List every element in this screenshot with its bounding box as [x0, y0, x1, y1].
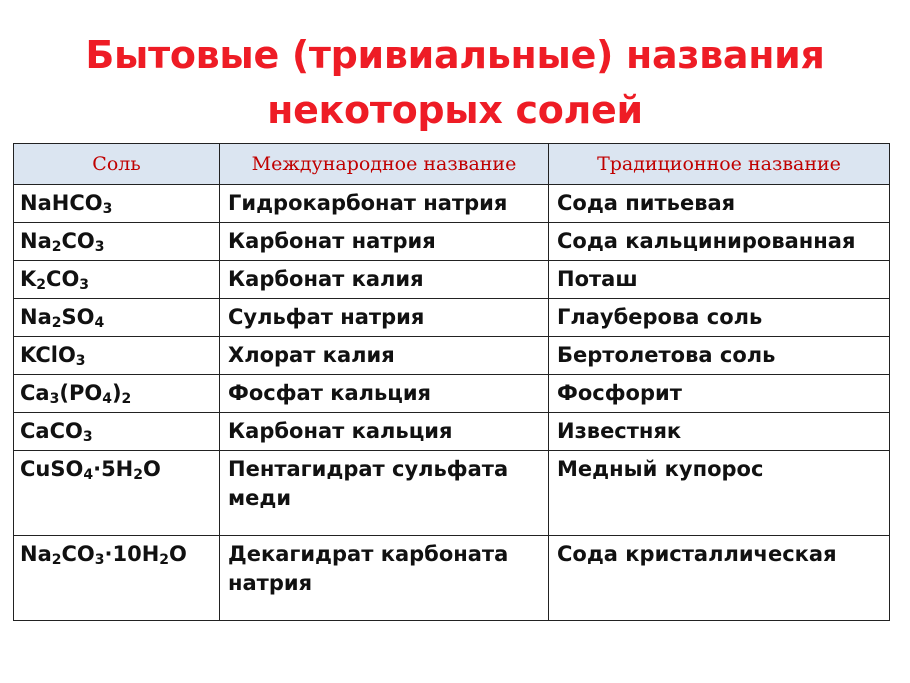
salt-formula: KClO$_3$ — [14, 337, 220, 375]
salts-table — [13, 143, 890, 621]
header-traditional-name: Традиционное название — [549, 144, 890, 185]
table-row — [14, 223, 890, 261]
international-name: Карбонат кальция — [220, 413, 549, 451]
salt-formula: $Na_2CO_3\cdot 10H_2O$ — [14, 536, 220, 621]
traditional-name: Сода кальцинированная — [549, 223, 890, 261]
international-name: Сульфат натрия — [220, 299, 549, 337]
international-name: Декагидрат карбоната натрия — [220, 536, 549, 621]
international-name: Хлорат калия — [220, 337, 549, 375]
traditional-name: Сода питьевая — [549, 185, 890, 223]
traditional-name: Фосфорит — [549, 375, 890, 413]
traditional-name: Бертолетова соль — [549, 337, 890, 375]
header-international-name: Международное название — [220, 144, 549, 185]
salt-formula: $Na_2SO_4$ — [14, 299, 220, 337]
header-salt: Соль — [14, 144, 220, 185]
international-name: Фосфат кальция — [220, 375, 549, 413]
traditional-name: Глауберова соль — [549, 299, 890, 337]
table-row — [14, 536, 890, 621]
table-row — [14, 299, 890, 337]
traditional-name: Поташ — [549, 261, 890, 299]
international-name: Карбонат калия — [220, 261, 549, 299]
salt-formula: $Na_2CO_3$ — [14, 223, 220, 261]
traditional-name: Медный купорос — [549, 451, 890, 536]
traditional-name: Известняк — [549, 413, 890, 451]
salt-formula: $Ca_3(PO_4)_2$ — [14, 375, 220, 413]
international-name: Гидрокарбонат натрия — [220, 185, 549, 223]
table-row — [14, 261, 890, 299]
table-row — [14, 337, 890, 375]
traditional-name: Сода кристаллическая — [549, 536, 890, 621]
salt-formula: $CuSO_4\cdot 5H_2O$ — [14, 451, 220, 536]
table-row — [14, 185, 890, 223]
slide-title — [0, 28, 910, 138]
table-row — [14, 451, 890, 536]
table-body — [14, 185, 890, 621]
international-name: Пентагидрат сульфата меди — [220, 451, 549, 536]
international-name: Карбонат натрия — [220, 223, 549, 261]
table-row — [14, 375, 890, 413]
slide-title-line-2: некоторых солей — [267, 88, 643, 132]
table-row — [14, 413, 890, 451]
salt-formula: CaCO$_3$ — [14, 413, 220, 451]
salt-formula: $K_2CO_3$ — [14, 261, 220, 299]
table-header-row — [14, 144, 890, 185]
salt-formula: NaHCO$_3$ — [14, 185, 220, 223]
slide-title-line-1: Бытовые (тривиальные) названия — [85, 33, 825, 77]
